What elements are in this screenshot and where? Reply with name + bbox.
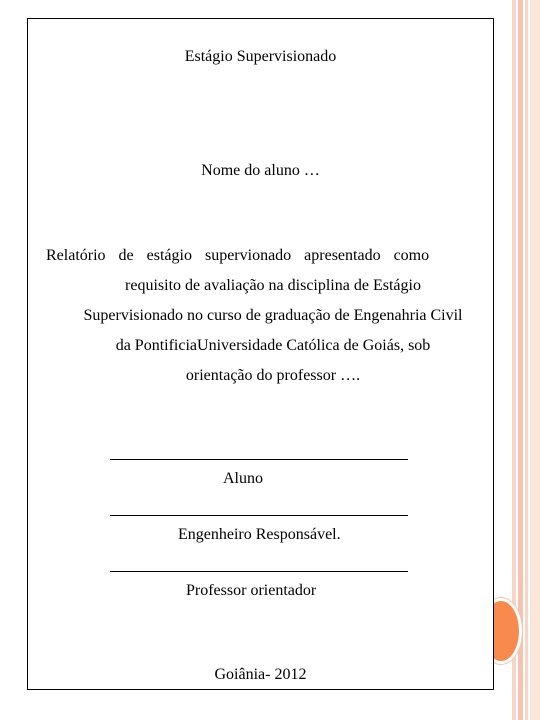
document-title: Estágio Supervisionado (184, 48, 337, 65)
document-page (27, 18, 494, 690)
description-line: requisito de avaliação na disciplina de Estágio (125, 277, 421, 294)
signature-line-engineer (110, 515, 408, 516)
description-line: orientação do professor …. (185, 367, 361, 384)
decorative-stripe (530, 0, 540, 720)
description-line: Relatório de estágio supervionado apresentado como (46, 247, 430, 264)
signature-label-advisor: Professor orientador (186, 582, 317, 599)
description-line: Supervisionado no curso de graduação de Engenahria Civil (83, 307, 463, 324)
description-line: da PontificiaUniversidade Católica de Goiás, sob (115, 337, 431, 354)
signature-line-student (110, 459, 408, 460)
signature-label-engineer: Engenheiro Responsável. (178, 526, 341, 543)
signature-label-student: Aluno (223, 470, 263, 487)
decorative-stripe (518, 0, 523, 720)
signature-line-advisor (110, 571, 408, 572)
location-date-footer: Goiânia- 2012 (214, 666, 307, 683)
student-name: Nome do aluno … (201, 162, 320, 179)
report-description (28, 241, 518, 391)
decorative-stripe (525, 0, 528, 720)
